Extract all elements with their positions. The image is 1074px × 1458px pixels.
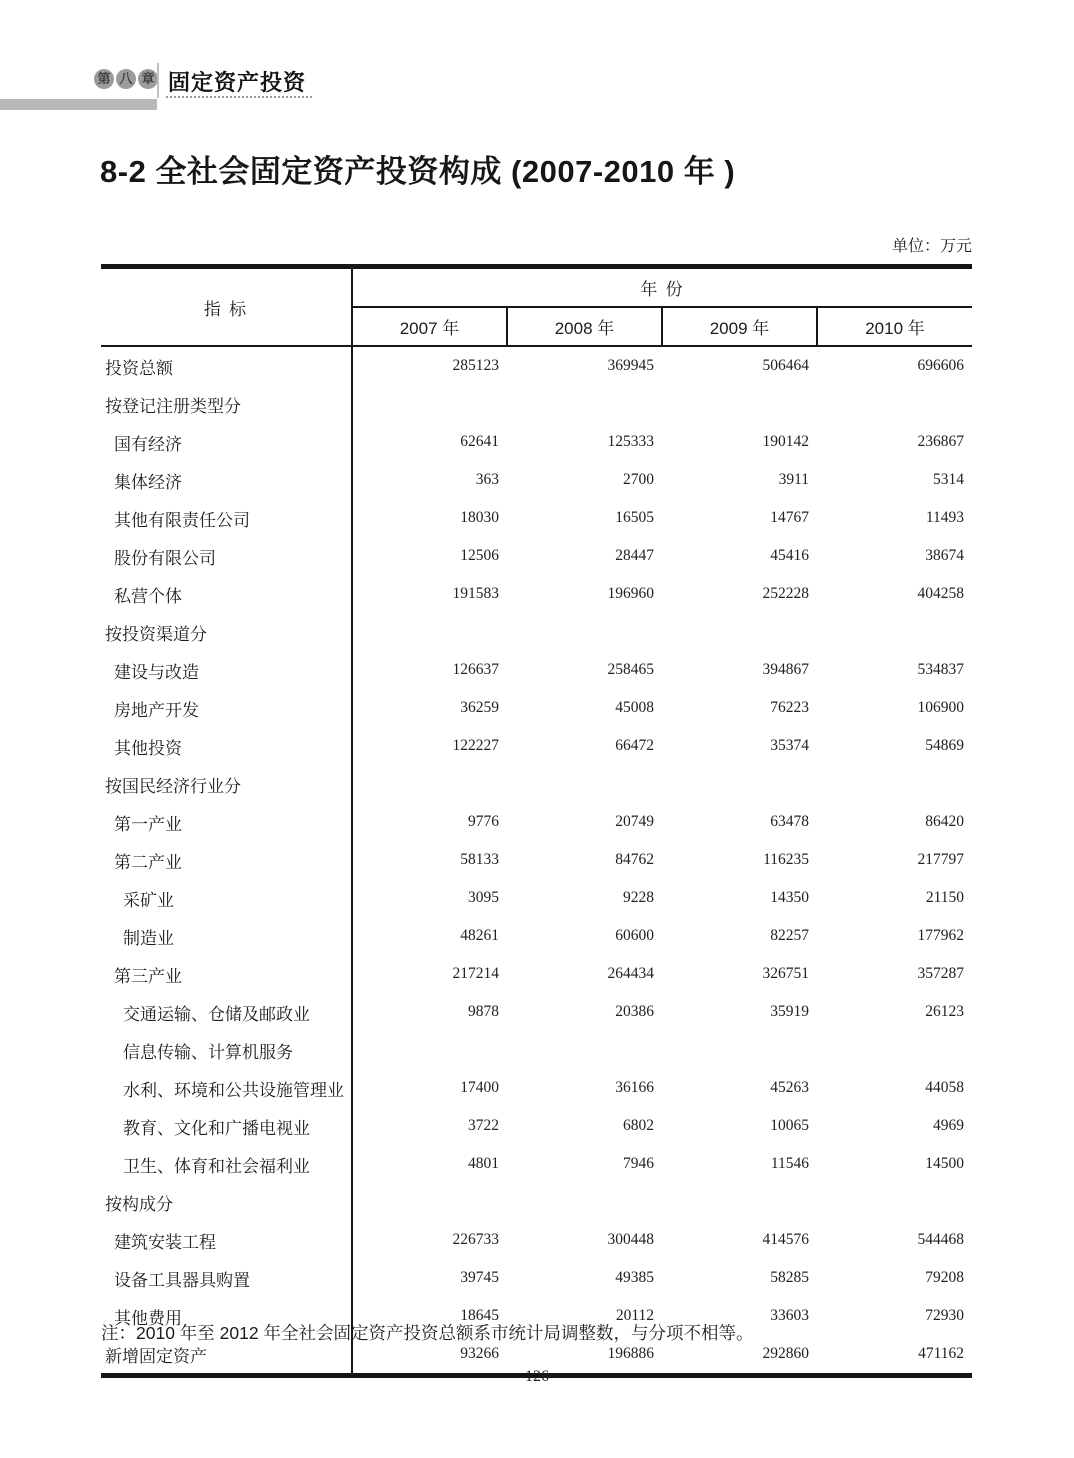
table-row	[101, 955, 972, 993]
value-cell: 125333	[607, 433, 654, 450]
value-cell: 21150	[925, 889, 964, 906]
value-cell	[507, 385, 662, 423]
value-cell	[352, 1183, 507, 1221]
value-cell: 9878	[468, 1003, 499, 1020]
year-column-header: 2008 年	[507, 307, 662, 346]
table-row	[101, 727, 972, 765]
table-row	[101, 1031, 972, 1069]
value-cell: 264434	[607, 965, 654, 982]
table-row	[101, 1145, 972, 1183]
value-cell: 122227	[452, 737, 499, 754]
value-cell: 36166	[615, 1079, 654, 1096]
page-number: –126–	[517, 1368, 557, 1385]
value-cell: 28447	[615, 547, 654, 564]
value-cell	[817, 1031, 972, 1069]
value-cell: 506464	[762, 357, 809, 374]
value-cell: 10065	[770, 1117, 809, 1134]
row-label: 集体经济	[101, 461, 352, 499]
table-row	[101, 1107, 972, 1145]
row-label: 水利、环境和公共设施管理业	[101, 1069, 352, 1107]
value-cell: 63478	[770, 813, 809, 830]
row-label: 建设与改造	[101, 651, 352, 689]
year-column-header: 2010 年	[817, 307, 972, 346]
value-cell	[662, 765, 817, 803]
row-label: 国有经济	[101, 423, 352, 461]
value-cell: 17400	[460, 1079, 499, 1096]
table-row	[101, 537, 972, 575]
value-cell: 14767	[770, 509, 809, 526]
row-label: 新增固定资产	[101, 1335, 352, 1376]
value-cell: 66472	[615, 737, 654, 754]
row-label: 股份有限公司	[101, 537, 352, 575]
value-cell: 84762	[615, 851, 654, 868]
row-label: 交通运输、仓储及邮政业	[101, 993, 352, 1031]
table-row	[101, 461, 972, 499]
value-cell: 177962	[917, 927, 964, 944]
value-cell: 3095	[468, 889, 499, 906]
value-cell	[662, 385, 817, 423]
row-label: 第三产业	[101, 955, 352, 993]
value-cell: 20112	[615, 1307, 654, 1324]
value-cell: 93266	[460, 1345, 499, 1362]
row-label: 投资总额	[101, 346, 352, 385]
value-cell: 45008	[615, 699, 654, 716]
value-cell: 6802	[623, 1117, 654, 1134]
value-cell: 45416	[770, 547, 809, 564]
chapter-title: 固定资产投资	[168, 70, 307, 95]
value-cell: 33603	[770, 1307, 809, 1324]
table-row	[101, 499, 972, 537]
value-cell: 26123	[925, 1003, 964, 1020]
table-row	[101, 917, 972, 955]
value-cell	[507, 1031, 662, 1069]
value-cell: 369945	[607, 357, 654, 374]
value-cell: 14350	[770, 889, 809, 906]
value-cell	[662, 613, 817, 651]
header-divider	[157, 63, 159, 98]
value-cell: 49385	[615, 1269, 654, 1286]
indicator-header: 指 标	[101, 267, 352, 347]
value-cell: 62641	[460, 433, 499, 450]
row-label: 按投资渠道分	[101, 613, 352, 651]
chapter-badge	[94, 69, 158, 89]
value-cell: 11493	[925, 509, 964, 526]
value-cell: 326751	[762, 965, 809, 982]
value-cell: 16505	[615, 509, 654, 526]
value-cell: 11546	[770, 1155, 809, 1172]
value-cell: 116235	[763, 851, 809, 868]
value-cell: 60600	[615, 927, 654, 944]
table-row	[101, 423, 972, 461]
table-row	[101, 993, 972, 1031]
value-cell	[507, 765, 662, 803]
row-label: 其他投资	[101, 727, 352, 765]
chapter-badge-char: 章	[138, 69, 158, 89]
table-row	[101, 346, 972, 385]
value-cell	[817, 765, 972, 803]
row-label: 信息传输、计算机服务	[101, 1031, 352, 1069]
value-cell	[352, 1031, 507, 1069]
value-cell	[352, 765, 507, 803]
page-title: 8-2 全社会固定资产投资构成 (2007-2010 年 )	[100, 154, 736, 189]
value-cell: 39745	[460, 1269, 499, 1286]
row-label: 教育、文化和广播电视业	[101, 1107, 352, 1145]
value-cell: 9228	[623, 889, 654, 906]
table-row	[101, 651, 972, 689]
table-row	[101, 803, 972, 841]
value-cell: 44058	[925, 1079, 964, 1096]
table-row	[101, 613, 972, 651]
value-cell: 76223	[770, 699, 809, 716]
year-column-header: 2007 年	[352, 307, 507, 346]
row-label: 卫生、体育和社会福利业	[101, 1145, 352, 1183]
value-cell	[662, 1183, 817, 1221]
value-cell: 79208	[925, 1269, 964, 1286]
value-cell: 544468	[917, 1231, 964, 1248]
table-row	[101, 841, 972, 879]
table-row	[101, 689, 972, 727]
value-cell: 196886	[607, 1345, 654, 1362]
table-row	[101, 879, 972, 917]
row-label: 按国民经济行业分	[101, 765, 352, 803]
value-cell: 72930	[925, 1307, 964, 1324]
table-row	[101, 385, 972, 423]
value-cell: 196960	[607, 585, 654, 602]
value-cell: 2700	[623, 471, 654, 488]
row-label: 其他费用	[101, 1297, 352, 1335]
value-cell: 252228	[762, 585, 809, 602]
row-label: 按登记注册类型分	[101, 385, 352, 423]
year-column-header: 2009 年	[662, 307, 817, 346]
value-cell: 404258	[917, 585, 964, 602]
value-cell: 394867	[762, 661, 809, 678]
table-row	[101, 1221, 972, 1259]
value-cell: 4969	[933, 1117, 964, 1134]
row-label: 建筑安装工程	[101, 1221, 352, 1259]
row-label: 采矿业	[101, 879, 352, 917]
value-cell: 126637	[452, 661, 499, 678]
value-cell	[817, 613, 972, 651]
value-cell	[817, 1183, 972, 1221]
table-note: 注：2010 年至 2012 年全社会固定资产投资总额系市统计局调整数，与分项不相等。	[101, 1323, 754, 1343]
unit-label: 单位：万元	[891, 238, 972, 255]
value-cell: 45263	[770, 1079, 809, 1096]
value-cell: 18645	[460, 1307, 499, 1324]
row-label: 制造业	[101, 917, 352, 955]
value-cell: 4801	[468, 1155, 499, 1172]
row-label: 私营个体	[101, 575, 352, 613]
value-cell: 292860	[762, 1345, 809, 1362]
value-cell: 20749	[615, 813, 654, 830]
value-cell: 357287	[917, 965, 964, 982]
value-cell: 414576	[762, 1231, 809, 1248]
value-cell: 258465	[607, 661, 654, 678]
table-row	[101, 765, 972, 803]
value-cell: 38674	[925, 547, 964, 564]
table-header	[101, 267, 972, 347]
value-cell	[352, 385, 507, 423]
value-cell: 20386	[615, 1003, 654, 1020]
chapter-title-underline	[166, 96, 312, 98]
table-row	[101, 575, 972, 613]
chapter-badge-char: 第	[94, 69, 114, 89]
value-cell: 18030	[460, 509, 499, 526]
table-body	[101, 346, 972, 1376]
header-gray-bar	[0, 99, 157, 110]
value-cell: 86420	[925, 813, 964, 830]
value-cell: 48261	[460, 927, 499, 944]
value-cell: 106900	[917, 699, 964, 716]
value-cell: 35374	[770, 737, 809, 754]
value-cell: 5314	[933, 471, 964, 488]
value-cell: 285123	[452, 357, 499, 374]
value-cell: 7946	[623, 1155, 654, 1172]
row-label: 按构成分	[101, 1183, 352, 1221]
value-cell: 217214	[452, 965, 499, 982]
value-cell: 54869	[925, 737, 964, 754]
value-cell: 3722	[468, 1117, 499, 1134]
row-label: 第二产业	[101, 841, 352, 879]
value-cell	[507, 1183, 662, 1221]
value-cell: 190142	[762, 433, 809, 450]
value-cell: 58285	[770, 1269, 809, 1286]
chapter-badge-char: 八	[116, 69, 136, 89]
value-cell: 471162	[918, 1345, 964, 1362]
row-label: 房地产开发	[101, 689, 352, 727]
value-cell: 9776	[468, 813, 499, 830]
value-cell: 35919	[770, 1003, 809, 1020]
value-cell: 363	[475, 471, 499, 488]
value-cell: 191583	[452, 585, 499, 602]
value-cell: 696606	[917, 357, 964, 374]
value-cell: 236867	[917, 433, 964, 450]
value-cell: 300448	[607, 1231, 654, 1248]
table-row	[101, 1069, 972, 1107]
investment-table	[101, 264, 972, 1378]
value-cell	[817, 385, 972, 423]
value-cell	[507, 613, 662, 651]
value-cell: 58133	[460, 851, 499, 868]
value-cell: 3911	[778, 471, 809, 488]
value-cell: 14500	[925, 1155, 964, 1172]
year-group-header: 年 份	[352, 267, 972, 308]
value-cell: 82257	[770, 927, 809, 944]
row-label: 第一产业	[101, 803, 352, 841]
value-cell	[662, 1031, 817, 1069]
value-cell: 534837	[917, 661, 964, 678]
row-label: 设备工具器具购置	[101, 1259, 352, 1297]
value-cell: 12506	[460, 547, 499, 564]
table-row	[101, 1259, 972, 1297]
value-cell: 217797	[917, 851, 964, 868]
table-row	[101, 1183, 972, 1221]
row-label: 其他有限责任公司	[101, 499, 352, 537]
value-cell	[352, 613, 507, 651]
value-cell: 36259	[460, 699, 499, 716]
value-cell: 226733	[452, 1231, 499, 1248]
